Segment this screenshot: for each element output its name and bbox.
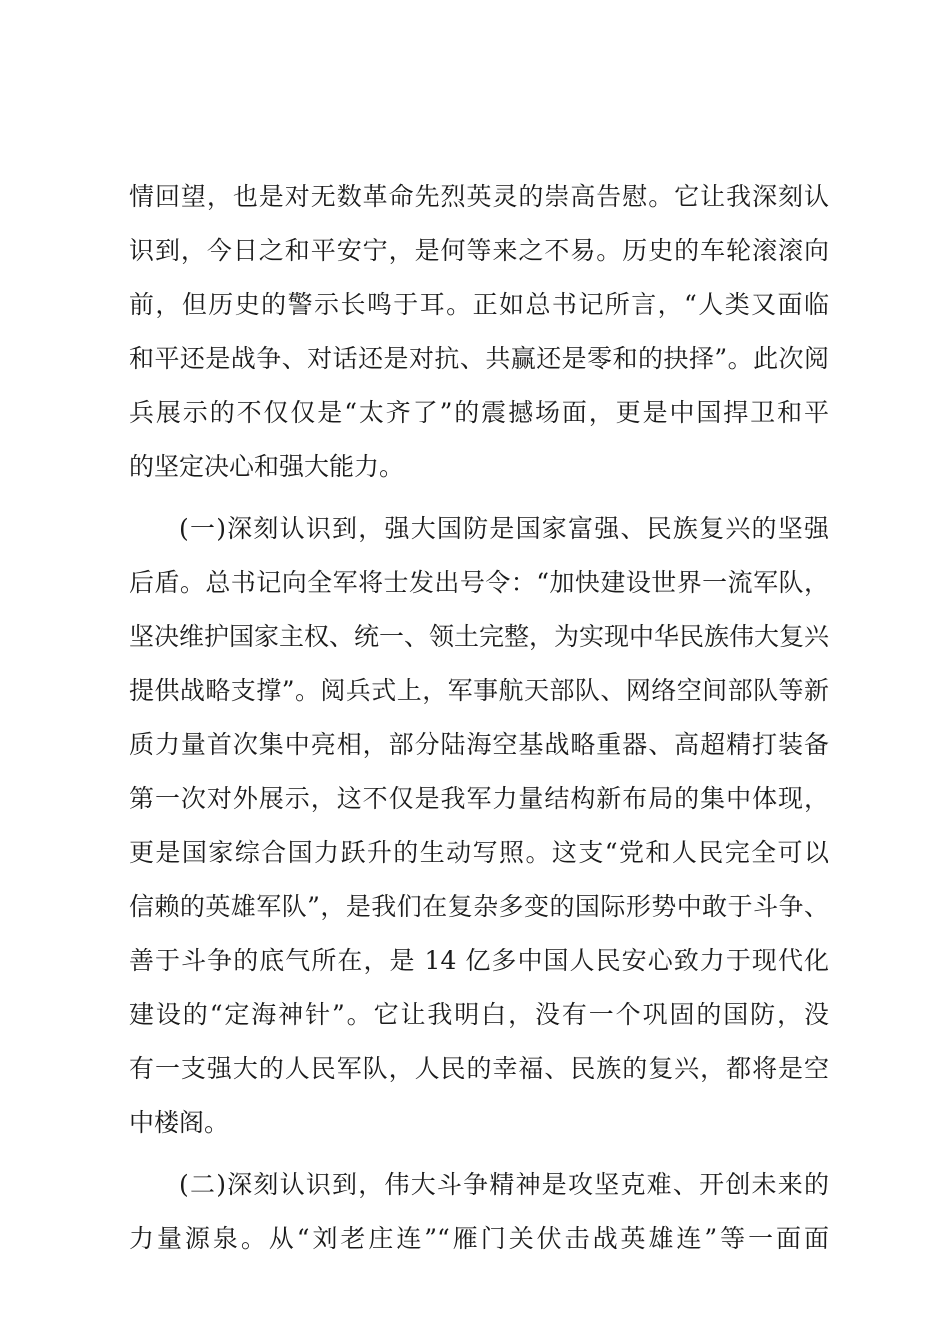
paragraph-spacer [129,494,829,502]
paragraph-spacer [129,1150,829,1158]
paragraph-3 [129,1158,829,1266]
text-line: 提供战略支撑”。阅兵式上，军事航天部队、网络空间部队等新 [129,676,829,705]
text-line: 识到，今日之和平安宁，是何等来之不易。历史的车轮滚滚向 [129,236,829,265]
text-line: 力量源泉。从“刘老庄连”“雁门关伏击战英雄连”等一面面 [129,1224,829,1253]
text-line: 坚决维护国家主权、统一、领土完整，为实现中华民族伟大复兴 [129,622,830,651]
text-line: 善于斗争的底气所在，是 14 亿多中国人民安心致力于现代化 [129,946,829,975]
text-line: (一)深刻认识到，强大国防是国家富强、民族复兴的坚强 [179,514,829,543]
text-line: 信赖的英雄军队”，是我们在复杂多变的国际形势中敢于斗争、 [129,892,829,921]
document-body [129,170,829,1266]
text-line: 有一支强大的人民军队，人民的幸福、民族的复兴，都将是空 [129,1054,829,1083]
text-line: 前，但历史的警示长鸣于耳。正如总书记所言，“人类又面临 [129,290,829,319]
text-line: 更是国家综合国力跃升的生动写照。这支“党和人民完全可以 [129,838,829,867]
text-line: 第一次对外展示，这不仅是我军力量结构新布局的集中体现， [129,784,829,813]
paragraph-1 [129,170,829,494]
text-line: 质力量首次集中亮相，部分陆海空基战略重器、高超精打装备 [129,730,829,759]
paragraph-2 [129,502,829,1150]
text-line: 情回望，也是对无数革命先烈英灵的崇高告慰。它让我深刻认 [129,182,829,211]
text-line: 兵展示的不仅仅是“太齐了”的震撼场面，更是中国捍卫和平 [129,398,829,427]
text-line: 建设的“定海神针”。它让我明白，没有一个巩固的国防，没 [129,1000,829,1029]
text-line: 和平还是战争、对话还是对抗、共赢还是零和的抉择”。此次阅 [129,344,829,373]
text-line: 后盾。总书记向全军将士发出号令：“加快建设世界一流军队， [129,568,829,597]
text-line: 中楼阁。 [129,1108,230,1137]
text-line: 的坚定决心和强大能力。 [129,452,405,481]
text-line: (二)深刻认识到，伟大斗争精神是攻坚克难、开创未来的 [179,1170,829,1199]
